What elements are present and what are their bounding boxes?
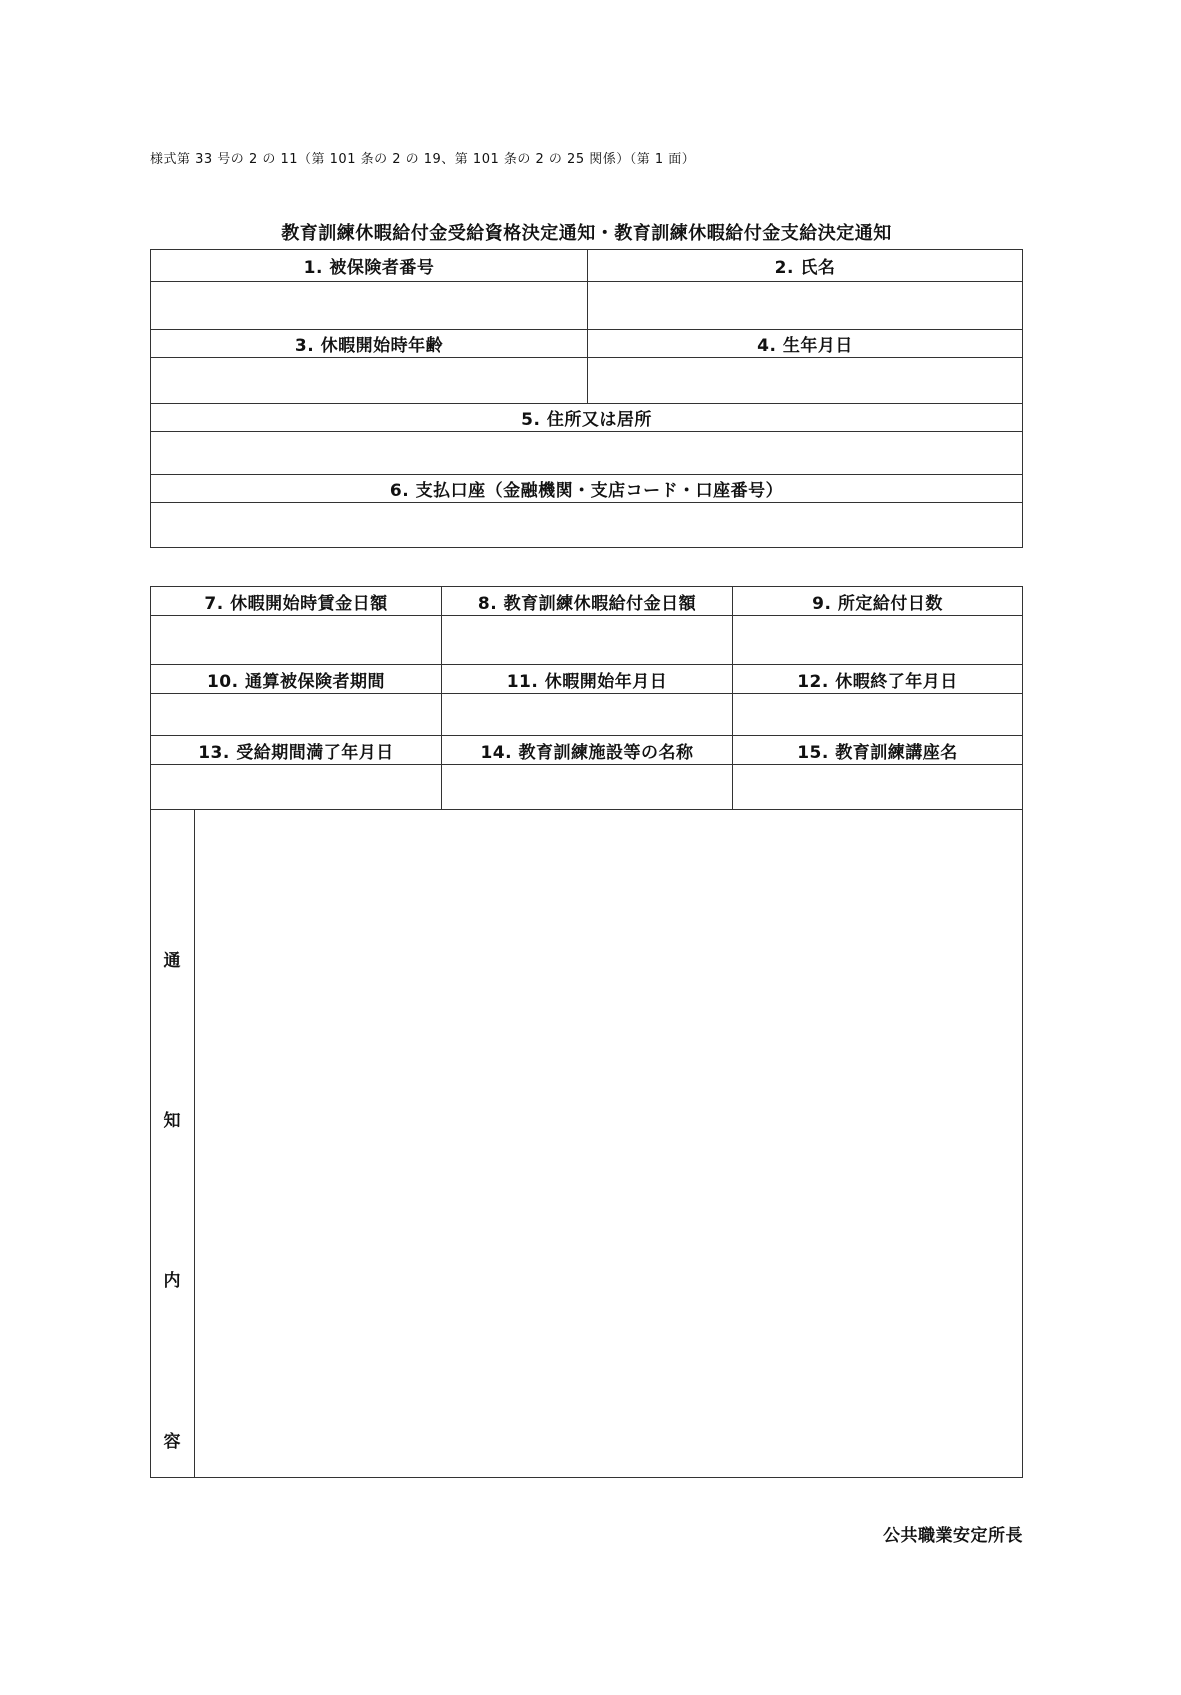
course-name-field[interactable] [732,764,1023,810]
name-field[interactable] [587,281,1023,330]
institution-name-label: 14. 教育訓練施設等の名称 [441,735,733,765]
daily-benefit-field[interactable] [441,615,733,665]
insured-number-field[interactable] [150,281,588,330]
payment-account-label: 6. 支払口座（金融機関・支店コード・口座番号） [150,474,1023,503]
document-title: 教育訓練休暇給付金受給資格決定通知・教育訓練休暇給付金支給決定通知 [281,223,892,244]
institution-name-field[interactable] [441,764,733,810]
age-at-leave-label: 3. 休暇開始時年齢 [150,329,588,358]
benefit-days-field[interactable] [732,615,1023,665]
insured-period-label: 10. 通算被保険者期間 [150,664,442,694]
birth-date-label: 4. 生年月日 [587,329,1023,358]
leave-start-date-field[interactable] [441,693,733,736]
course-name-label: 15. 教育訓練講座名 [732,735,1023,765]
notice-label-char: 通 [163,951,181,971]
benefit-days-label: 9. 所定給付日数 [732,586,1023,616]
daily-benefit-label: 8. 教育訓練休暇給付金日額 [441,586,733,616]
insured-number-label: 1. 被保険者番号 [150,249,588,282]
payment-account-field[interactable] [150,502,1023,548]
notice-label-char: 内 [163,1271,181,1291]
leave-end-date-field[interactable] [732,693,1023,736]
notice-label-column [150,809,195,1478]
form-number: 様式第 33 号の 2 の 11（第 101 条の 2 の 19、第 101 条の 2 の 25 関係）（第 1 面） [150,152,696,167]
address-label: 5. 住所又は居所 [150,403,1023,432]
address-field[interactable] [150,431,1023,475]
notice-label-char: 容 [163,1432,181,1452]
name-label: 2. 氏名 [587,249,1023,282]
age-at-leave-field[interactable] [150,357,588,404]
notice-content-field[interactable] [194,809,1023,1478]
daily-wage-field[interactable] [150,615,442,665]
daily-wage-label: 7. 休暇開始時賃金日額 [150,586,442,616]
notice-label-char: 知 [163,1111,181,1131]
leave-start-date-label: 11. 休暇開始年月日 [441,664,733,694]
period-expiry-label: 13. 受給期間満了年月日 [150,735,442,765]
birth-date-field[interactable] [587,357,1023,404]
insured-period-field[interactable] [150,693,442,736]
leave-end-date-label: 12. 休暇終了年月日 [732,664,1023,694]
period-expiry-field[interactable] [150,764,442,810]
signer: 公共職業安定所長 [883,1526,1023,1546]
